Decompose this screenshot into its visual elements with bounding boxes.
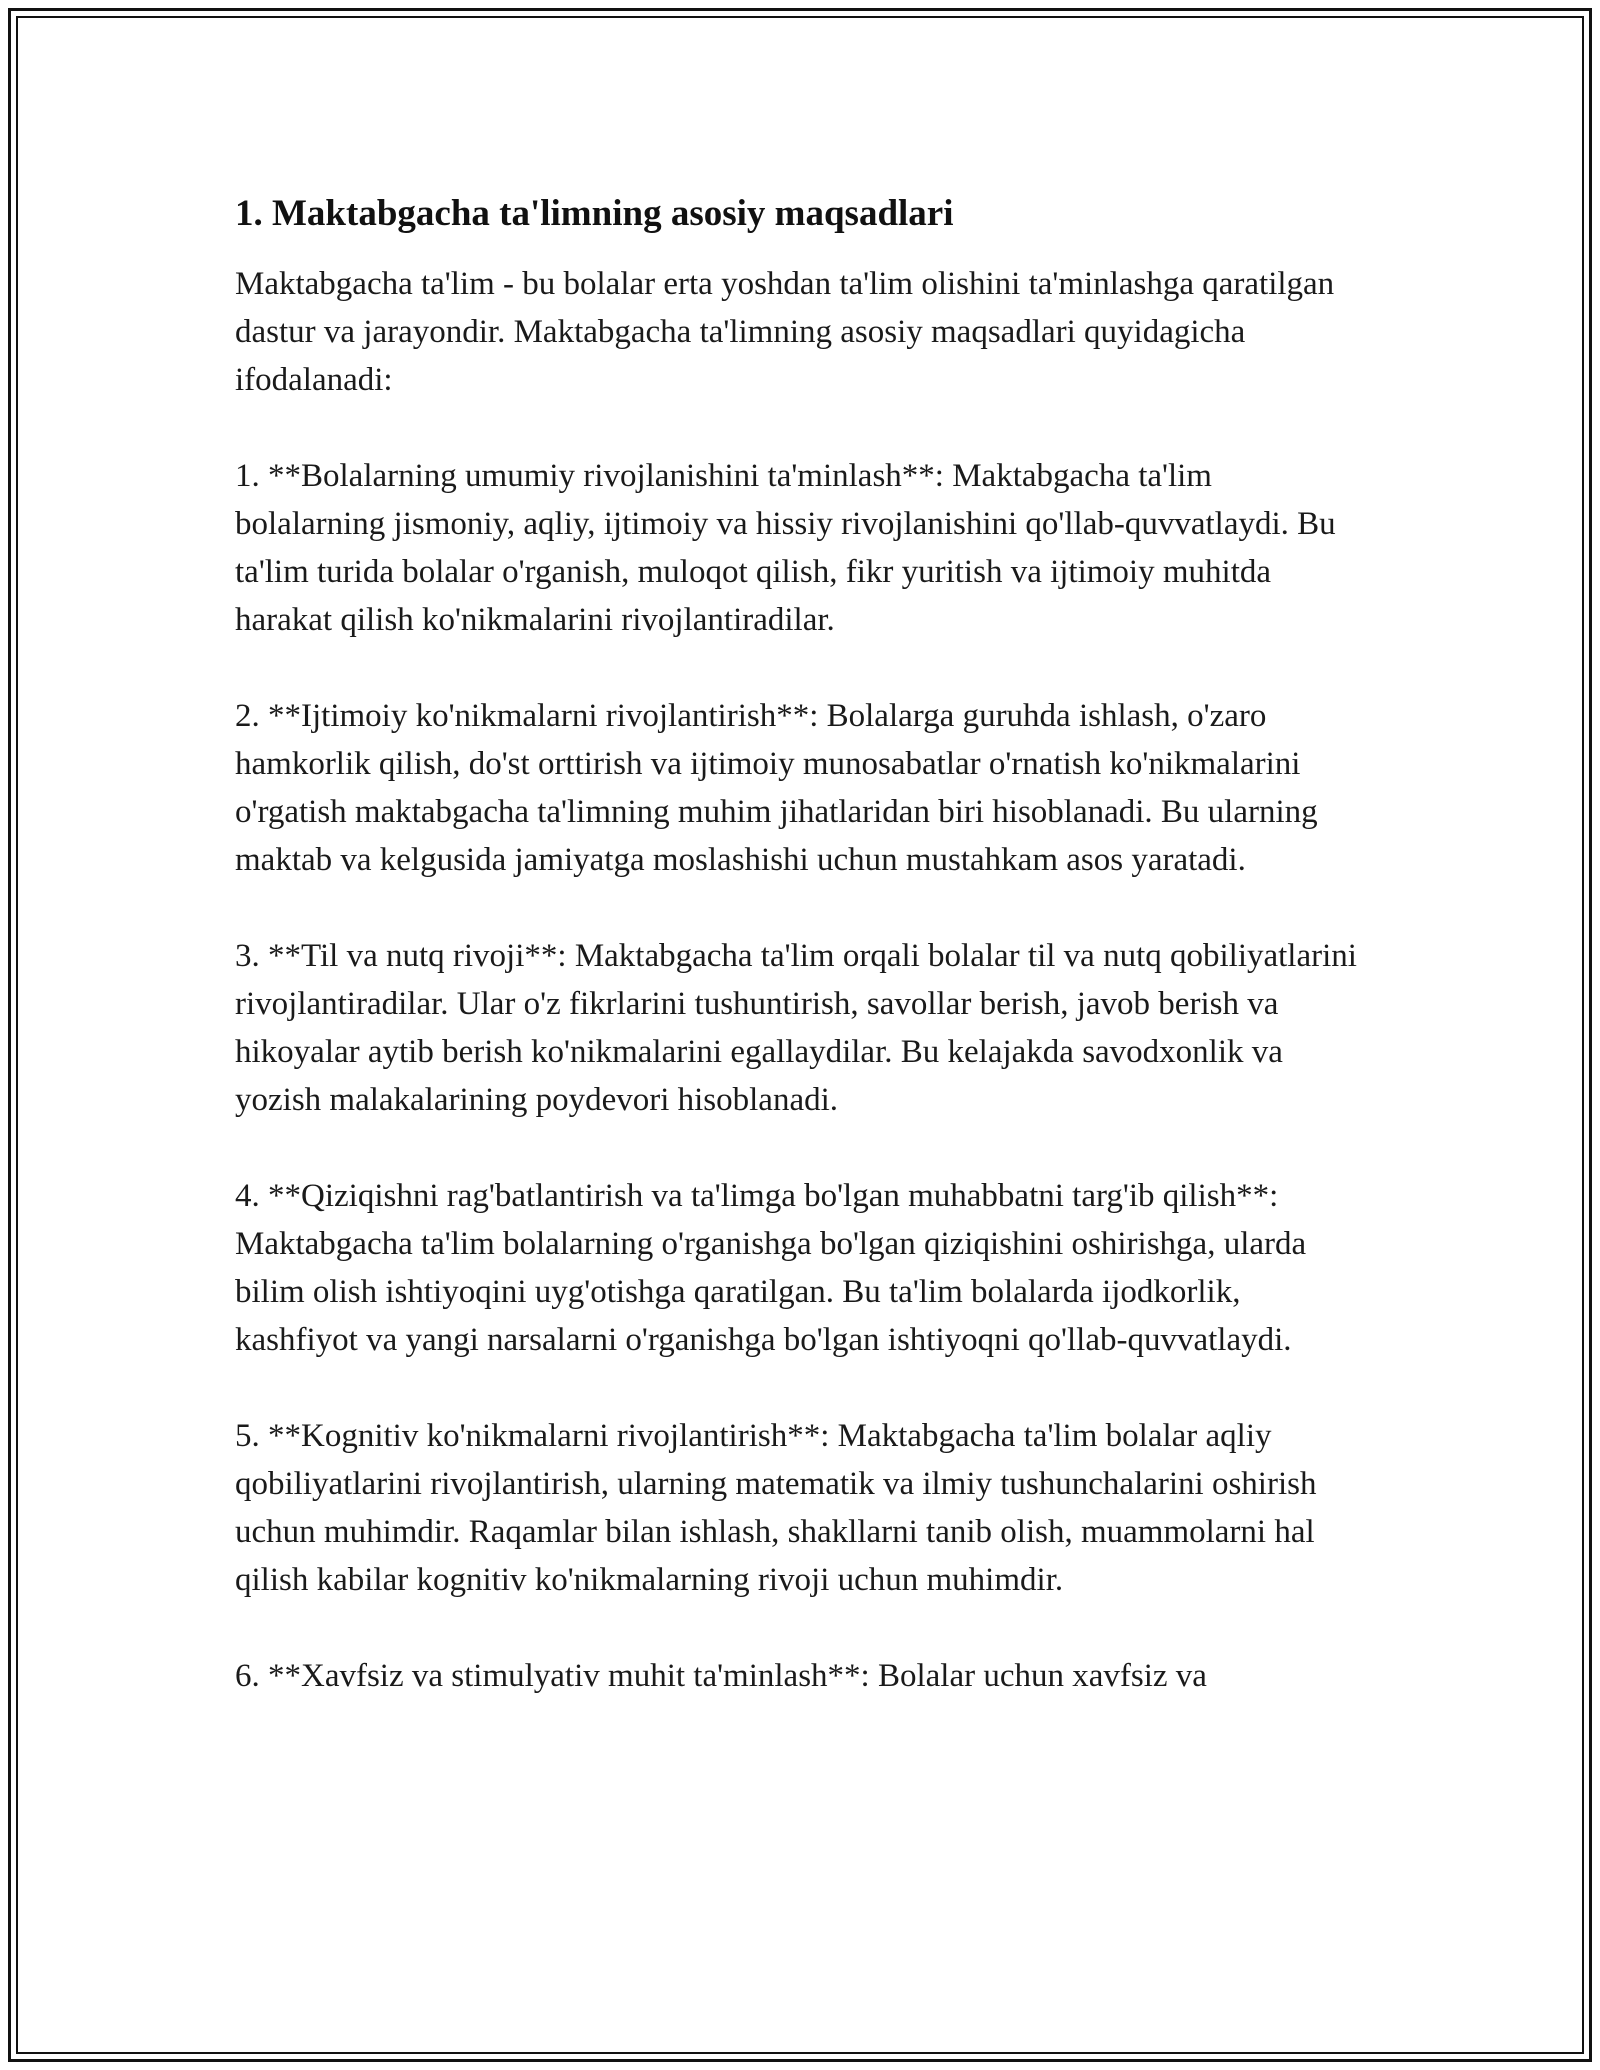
section-heading: 1. Maktabgacha ta'limning asosiy maqsadlari — [235, 193, 954, 234]
goal-5-paragraph: 5. **Kognitiv ko'nikmalarni rivojlantirish**: Maktabgacha ta'lim bolalar aqliy qobiliyatlarini rivojlantirish, ularning matematik va ilmiy tushunchalarini oshirish uchun muhimdir. Raqamlar bilan ishlash, shakllarni tanib olish, muammolarni hal qilish kabilar kognitiv ko'nikmalarning rivoji uchun muhimdir. — [235, 1418, 1317, 1598]
goal-1-paragraph: 1. **Bolalarning umumiy rivojlanishini ta'minlash**: Maktabgacha ta'lim bolalarning jismoniy, aqliy, ijtimoiy va hissiy rivojlanishini qo'llab-quvvatlaydi. Bu ta'lim turida bolalar o'rganish, muloqot qilish, fikr yuritish va ijtimoiy muhitda harakat qilish ko'nikmalarini rivojlantiradilar. — [235, 458, 1336, 638]
goal-3-paragraph: 3. **Til va nutq rivoji**: Maktabgacha ta'lim orqali bolalar til va nutq qobiliyatlarini rivojlantiradilar. Ular o'z fikrlarini tushuntirish, savollar berish, javob berish va hikoyalar aytib berish ko'nikmalarini egallaydilar. Bu kelajakda savodxonlik va yozish malakalarining poydevori hisoblanadi. — [235, 938, 1357, 1118]
goal-2-paragraph: 2. **Ijtimoiy ko'nikmalarni rivojlantirish**: Bolalarga guruhda ishlash, o'zaro hamkorlik qilish, do'st orttirish va ijtimoiy munosabatlar o'rnatish ko'nikmalarini o'rgatish maktabgacha ta'limning muhim jihatlaridan biri hisoblanadi. Bu ularning maktab va kelgusida jamiyatga moslashishi uchun mustahkam asos yaratadi. — [235, 698, 1318, 878]
goal-4-paragraph: 4. **Qiziqishni rag'batlantirish va ta'limga bo'lgan muhabbatni targ'ib qilish**: Maktabgacha ta'lim bolalarning o'rganishga bo'lgan qiziqishini oshirishga, ularda bilim olish ishtiyoqini uyg'otishga qaratilgan. Bu ta'lim bolalarda ijodkorlik, kashfiyot va yangi narsalarni o'rganishga bo'lgan ishtiyoqni qo'llab-quvvatlaydi. — [235, 1178, 1307, 1358]
intro-paragraph: Maktabgacha ta'lim - bu bolalar erta yoshdan ta'lim olishini ta'minlashga qaratilgan dastur va jarayondir. Maktabgacha ta'limning asosiy maqsadlari quyidagicha ifodalanadi: — [235, 266, 1335, 398]
document-page — [235, 190, 1365, 1748]
goal-6-paragraph: 6. **Xavfsiz va stimulyativ muhit ta'minlash**: Bolalar uchun xavfsiz va — [235, 1658, 1207, 1694]
